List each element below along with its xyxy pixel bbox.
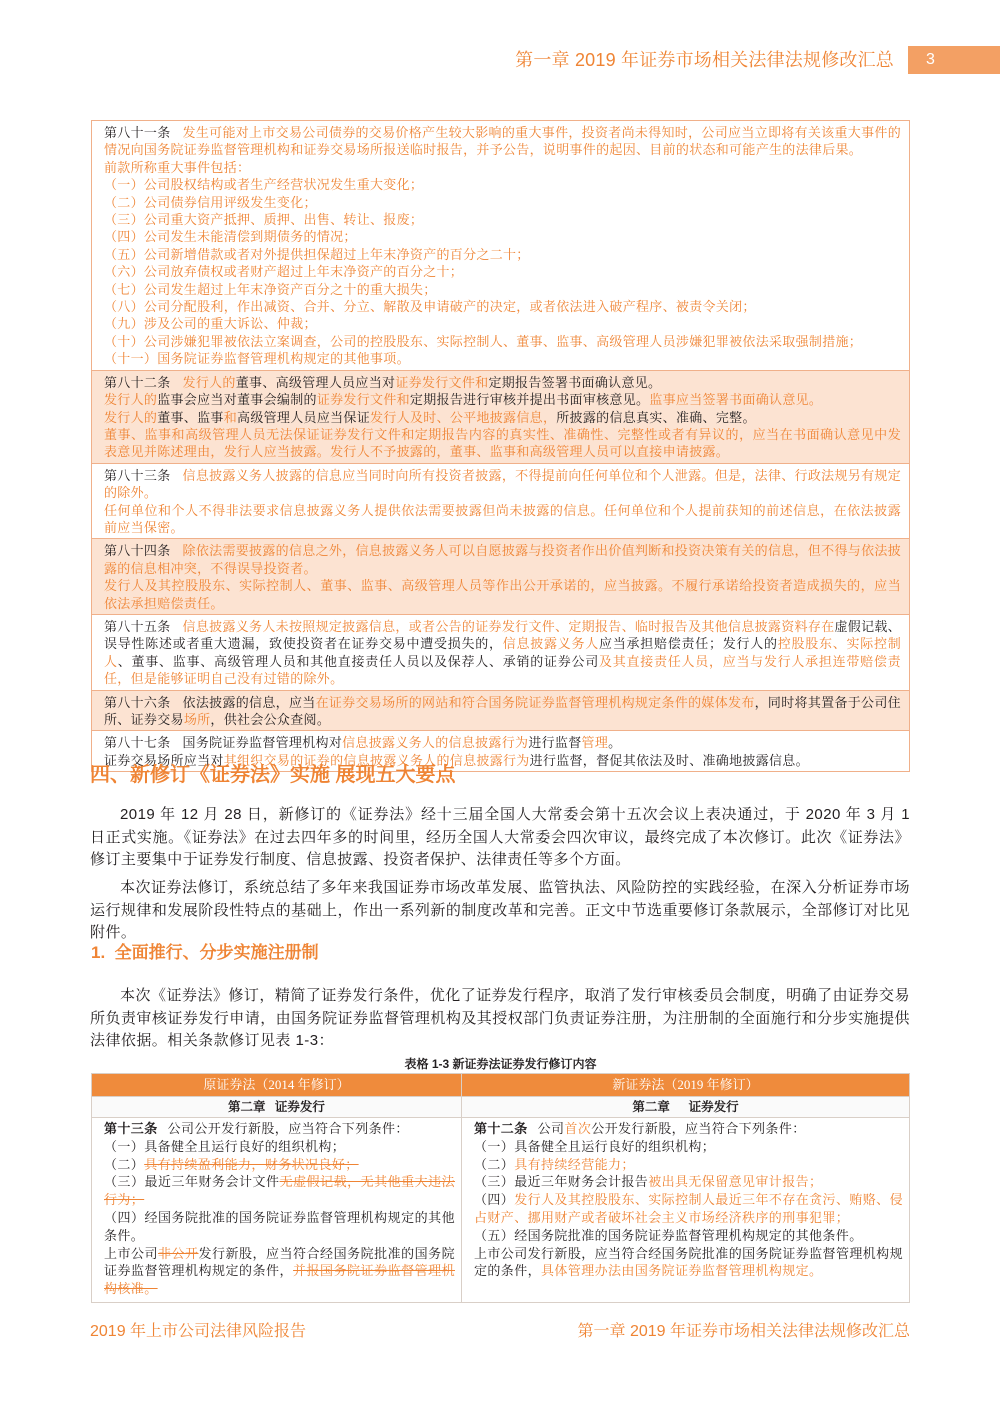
text-segment: （一）具备健全且运行良好的组织机构； (104, 1138, 346, 1154)
amended-text: 发行人及其控股股东、实际控制人最近三年不存在贪污、贿赂、侵占财产、挪用财产或者破坏社会主义市场经济秩序的刑事犯罪； (474, 1192, 903, 1225)
clause-paragraph (474, 1227, 903, 1245)
amended-text: （三）公司重大资产抵押、质押、出售、转让、报废； (104, 212, 424, 228)
clause-paragraph (104, 124, 901, 159)
clause-paragraph (104, 211, 901, 228)
clause-paragraph (104, 467, 901, 502)
body-paragraph: 2019 年 12 月 28 日，新修订的《证券法》经十三届全国人大常委会第十五次会议上表决通过，于 2020 年 3 月 1 日正式实施。《证券法》在过去四年多的时间里，经历全国人大常委会四次审议，最终完成了本次修订。此次《证券法》修订主要集中于证券发行制度、信息披露、投资者保护、法律责任等多个方面。 (90, 806, 910, 869)
amended-text: （七）公司发生超过上年末净资产百分之十的重大损失； (104, 281, 437, 297)
clause-paragraph (104, 281, 901, 298)
table-header-old-law: 原证券法（2014 年修订） (92, 1074, 462, 1096)
table-caption: 表格 1-3 新证券法证券发行修订内容 (404, 1057, 597, 1071)
amended-text: 信息披露义务人的信息披露行为 (342, 735, 529, 751)
amended-text: 具有持续经营能力； (514, 1156, 635, 1172)
article-excerpt-box (91, 120, 910, 772)
text-segment: 上市公司 (104, 1245, 159, 1261)
table-header-new-law: 新证券法（2019 年修订） (462, 1074, 909, 1096)
clause-paragraph (104, 194, 901, 211)
clause-paragraph (104, 298, 901, 315)
clause-paragraph (474, 1120, 903, 1138)
text-segment: （三）最近三年财务会计文件 (104, 1174, 280, 1190)
clause-paragraph (104, 542, 901, 577)
text-segment: ，同时将其置备于公司住所、证券交易 (104, 694, 901, 727)
article-label: 第十二条 (474, 1121, 528, 1136)
clause-paragraph (104, 426, 901, 461)
article-label: 第八十二条 (104, 374, 171, 390)
footer-chapter-title: 第一章 2019 年证券市场相关法律法规修改汇总 (577, 1323, 910, 1340)
article-row (92, 463, 909, 539)
text-segment: （三）最近三年财务会计报告 (474, 1174, 649, 1190)
amended-text: 和 (223, 409, 238, 425)
amended-text: 信息披露义务人披露的信息应当同时向所有投资者披露，不得提前向任何单位和个人泄露。但是，法律、行政法规另有规定的除外。 (104, 467, 901, 501)
deleted-text: 非公开 (158, 1245, 199, 1261)
page-number: 3 (908, 46, 1000, 74)
text-segment: 证券交易场所应当对 (104, 752, 224, 768)
amended-text: 被出具无保留意见审计报告； (648, 1174, 823, 1190)
text-segment: 依法披露的信息，应当 (182, 694, 316, 710)
chapter-heading-new: 第二章 证券发行 (462, 1096, 909, 1118)
amended-text: 监事应当签署书面确认意见。 (649, 392, 823, 408)
deleted-text: 具有持续盈利能力，财务状况良好； (144, 1156, 359, 1172)
amended-text: （十一）国务院证券监督管理机构规定的其他事项。 (104, 351, 410, 367)
amended-text: 在证券交易场所的网站和符合国务院证券监督管理机构规定条件的媒体发布 (315, 694, 755, 710)
clause-paragraph (104, 502, 901, 537)
amended-text: 发生可能对上市交易公司债券的交易价格产生较大影响的重大事件，投资者尚未得知时，公司应当立即将有关该重大事件的情况向国务院证券监督管理机构和证券交易场所报送临时报告，并予公告，说明事件的起因、目前的状态和可能产生的法律后果。 (104, 125, 901, 158)
clause-paragraph (104, 159, 901, 176)
text-segment: （五）经国务院批准的国务院证券监督管理机构规定的其他条件。 (474, 1227, 863, 1243)
clause-paragraph (104, 315, 901, 332)
amended-text: 除依法需要披露的信息之外，信息披露义务人可以自愿披露与投资者作出价值判断和投资决策有关的信息，但不得与依法披露的信息相冲突，不得误导投资者。 (104, 543, 901, 576)
clause-paragraph (104, 618, 901, 688)
amended-text: 证券发行文件和 (395, 374, 489, 390)
text-segment: 国务院证券监督管理机构对 (182, 735, 343, 751)
clause-paragraph (104, 391, 901, 408)
amended-text: （九）涉及公司的重大诉讼、仲裁； (104, 316, 317, 332)
text-segment: 董事、监事 (157, 409, 224, 425)
amended-text: 其组织交易的证券的信息披露义务人的信息披露行为 (223, 752, 530, 768)
text-segment: （一）具备健全且运行良好的组织机构； (474, 1138, 716, 1154)
text-segment: 高级管理人员应当保证 (237, 409, 371, 425)
article-row (92, 370, 909, 463)
text-segment: （二） (474, 1156, 515, 1172)
table-cell-new-law (462, 1118, 909, 1302)
article-label: 第八十六条 (104, 694, 171, 710)
amended-text: 首次 (564, 1121, 592, 1136)
article-row (92, 690, 909, 731)
clause-paragraph (104, 263, 901, 280)
amended-text: （八）公司分配股利，作出减资、合并、分立、解散及申请破产的决定，或者依法进入破产程序、被责令关闭； (104, 299, 756, 315)
amended-text: （四）公司发生未能清偿到期债务的情况； (104, 229, 357, 245)
amended-text: 发行人及时、公平地披露信息， (370, 409, 557, 425)
clause-paragraph (104, 1156, 455, 1174)
text-segment: 监事会应当对董事会编制的 (157, 392, 317, 408)
clause-paragraph (104, 246, 901, 263)
clause-paragraph (104, 1245, 455, 1298)
deleted-text: 并报国务院证券监督管理机构核准。 (104, 1263, 455, 1297)
deleted-text: 无虚假记载，无其他重大违法行为； (104, 1174, 456, 1208)
article-row (92, 538, 909, 614)
clause-paragraph (104, 1173, 455, 1209)
clause-paragraph (474, 1173, 903, 1191)
clause-paragraph (104, 1138, 455, 1156)
text-segment: 。 (608, 735, 622, 751)
amended-text: 发行人及其控股股东、实际控制人、董事、监事、高级管理人员等作出公开承诺的，应当披露。不履行承诺给投资者造成损失的，应当依法承担赔偿责任。 (104, 578, 901, 611)
clause-paragraph (474, 1191, 903, 1227)
clause-paragraph (104, 577, 901, 612)
text-segment: （二） (104, 1156, 145, 1172)
article-label: 第十三条 (104, 1121, 158, 1136)
amended-text: 信息披露义务人未按照规定披露信息，或者公告的证券发行文件、定期报告、临时报告及其他信息披露资料存在 (182, 618, 835, 634)
amended-text: 发行人的 (104, 392, 158, 408)
amended-text: （二）公司债券信用评级发生变化； (104, 194, 317, 210)
header-chapter-title: 第一章 2019 年证券市场相关法律法规修改汇总 (515, 50, 894, 70)
chapter-heading-old: 第二章 证券发行 (92, 1096, 462, 1118)
clause-paragraph (104, 350, 901, 367)
clause-paragraph (474, 1138, 903, 1156)
amended-text: 发行人的 (182, 374, 236, 390)
clause-paragraph (104, 1120, 455, 1138)
text-segment: 、董事、监事、高级管理人员和其他直接责任人员以及保荐人、承销的证券公司 (117, 653, 599, 669)
clause-paragraph (104, 333, 901, 350)
body-paragraph: 本次证券法修订，系统总结了多年来我国证券市场改革发展、监管执法、风险防控的实践经验，在深入分析证券市场运行规律和发展阶段性特点的基础上，作出一系列新的制度改革和完善。正文中节选重要修订条款展示，全部修订对比见附件。 (90, 879, 910, 942)
amended-text: 董事、监事和高级管理人员无法保证证券发行文件和定期报告内容的真实性、准确性、完整性或者有异议的，应当在书面确认意见中发表意见并陈述理由，发行人应当披露。发行人不予披露的，董事、监事和高级管理人员可以直接申请披露。 (104, 426, 901, 460)
clause-paragraph (104, 228, 901, 245)
amended-text: 管理 (581, 735, 609, 751)
text-segment: （四）经国务院批准的国务院证券监督管理机构规定的其他条件。 (104, 1209, 455, 1243)
table-cell-old-law (92, 1118, 462, 1302)
article-label: 第八十四条 (104, 543, 171, 559)
text-segment: ，供社会公众查阅。 (210, 712, 331, 727)
comparison-table (91, 1073, 910, 1303)
text-segment: （四） (474, 1192, 515, 1208)
page-header (515, 46, 1000, 74)
article-row (92, 121, 909, 370)
amended-text: （十）公司涉嫌犯罪被依法立案调查，公司的控股股东、实际控制人、董事、监事、高级管理人员涉嫌犯罪被依法采取强制措施； (104, 333, 863, 349)
section-heading: 四、新修订《证券法》实施 展现五大要点 (90, 764, 456, 786)
amended-text: 场所 (183, 712, 211, 727)
article-label: 第八十五条 (104, 618, 171, 634)
text-segment: 公司 (537, 1121, 565, 1136)
article-label: 第八十七条 (104, 735, 171, 751)
clause-paragraph (474, 1245, 903, 1281)
text-segment: 定期报告进行审核并提出书面审核意见。 (409, 392, 650, 408)
amended-text: 具体管理办法由国务院证券监督管理机构规定。 (541, 1263, 823, 1279)
text-segment: 公司公开发行新股，应当符合下列条件： (167, 1121, 409, 1136)
text-segment: 发行新股，应当符合经国务院批准的国务院证券监督管理机构规定的条件， (104, 1245, 455, 1279)
text-segment: 虚假记载、误导性陈述或者重大遗漏，致使投资者在证券交易中遭受损失的， (104, 618, 901, 652)
clause-paragraph (104, 409, 901, 426)
clause-paragraph (104, 734, 901, 751)
clause-paragraph (104, 694, 901, 729)
text-segment: 公开发行新股，应当符合下列条件： (591, 1121, 806, 1136)
text-segment: 上市公司发行新股，应当符合经国务院批准的国务院证券监督管理机构规定的条件， (474, 1245, 903, 1279)
text-segment: 董事、高级管理人员应当对 (235, 374, 396, 390)
amended-text: （一）公司股权结构或者生产经营状况发生重大变化； (104, 177, 424, 193)
amended-text: 及其直接责任人员，应当与发行人承担连带赔偿责任，但是能够证明自己没有过错的除外。 (104, 653, 901, 687)
text-segment: 定期报告签署书面确认意见。 (488, 374, 662, 390)
amended-text: 控股股东、实际控制人 (104, 636, 901, 669)
amended-text: 信息披露义务人 (502, 636, 599, 652)
article-label: 第八十一条 (104, 125, 171, 140)
article-label: 第八十三条 (104, 467, 171, 483)
text-segment: 所披露的信息真实、准确、完整。 (556, 409, 756, 425)
text-segment: 应当承担赔偿责任；发行人的 (598, 636, 778, 652)
article-row (92, 614, 909, 690)
clause-paragraph (474, 1156, 903, 1174)
subsection-heading: 1. 全面推行、分步实施注册制 (91, 943, 319, 962)
clause-paragraph (104, 176, 901, 193)
clause-paragraph (104, 374, 901, 391)
text-segment: 进行监督，督促其依法及时、准确地披露信息。 (529, 752, 809, 768)
amended-text: 前款所称重大事件包括： (104, 159, 251, 175)
body-paragraph: 本次《证券法》修订，精简了证券发行条件，优化了证券发行程序，取消了发行审核委员会制度，明确了由证券交易所负责审核证券发行申请，由国务院证券监督管理机构及其授权部门负责证券注册，为注册制的全面施行和分步实施提供法律依据。相关条款修订见表 1-3： (90, 987, 910, 1050)
text-segment: 进行监督 (528, 735, 582, 751)
footer-report-title: 2019 年上市公司法律风险报告 (90, 1323, 307, 1340)
amended-text: 发行人的 (104, 409, 158, 425)
amended-text: （五）公司新增借款或者对外提供担保超过上年末净资产的百分之二十； (104, 246, 530, 262)
amended-text: 任何单位和个人不得非法要求信息披露义务人提供依法需要披露但尚未披露的信息。任何单位和个人提前获知的前述信息，在依法披露前应当保密。 (104, 502, 901, 535)
amended-text: （六）公司放弃债权或者财产超过上年末净资产的百分之十； (104, 264, 464, 280)
clause-paragraph (104, 1209, 455, 1245)
amended-text: 证券发行文件和 (316, 392, 410, 408)
